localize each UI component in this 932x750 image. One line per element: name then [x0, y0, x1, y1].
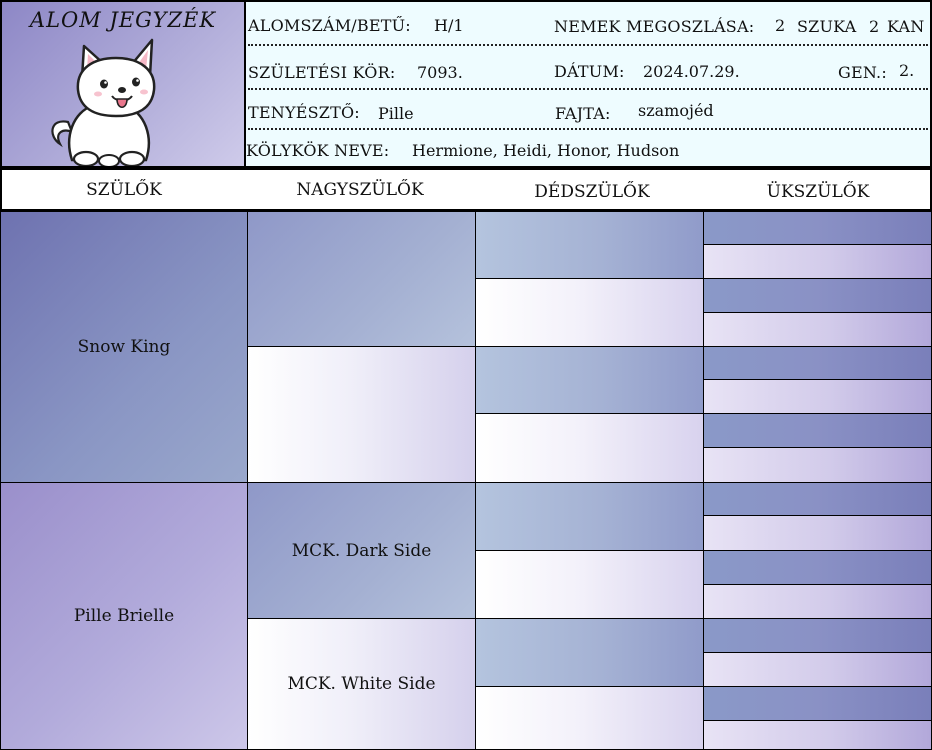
birth-round-label: SZÜLETÉSI KÖR: [248, 63, 396, 82]
great-great-grandparent-cell [703, 720, 932, 750]
great-great-grandparent-cell [703, 652, 932, 687]
great-great-grandparent-cell [703, 244, 932, 279]
header-great-grandparents: DÉDSZÜLŐK [534, 182, 650, 202]
dotted-divider [248, 44, 928, 46]
great-grandparent-cell [475, 686, 704, 750]
dotted-divider [248, 128, 928, 130]
great-great-grandparent-cell [703, 278, 932, 313]
great-great-grandparent-cell [703, 618, 932, 653]
litter-label: ALOMSZÁM/BETŰ: [248, 16, 411, 35]
great-great-grandparent-cell [703, 447, 932, 483]
great-grandparent-cell [475, 482, 704, 551]
dotted-divider [248, 88, 928, 90]
male-count: 2 [869, 17, 880, 36]
great-grandparent-cell [475, 550, 704, 619]
grandparent-cell [247, 482, 476, 619]
litter-value: H/1 [434, 16, 464, 35]
great-great-grandparent-cell [703, 515, 932, 551]
great-grandparent-cell [475, 211, 704, 279]
generation-value: 2. [899, 61, 915, 80]
grandparent-name: MCK. White Side [287, 674, 436, 694]
header-great-great-grandparents: ÜKSZÜLŐK [766, 182, 870, 202]
great-great-grandparent-cell [703, 312, 932, 347]
date-label: DÁTUM: [554, 62, 625, 81]
breeder-label: TENYÉSZTŐ: [248, 103, 360, 122]
grandparent-cell [247, 346, 476, 483]
great-great-grandparent-cell [703, 550, 932, 585]
pedigree-header-row [0, 168, 932, 211]
grandparent-name: MCK. Dark Side [291, 540, 432, 561]
great-great-grandparent-cell [703, 211, 932, 245]
date-value: 2024.07.29. [643, 62, 740, 81]
male-label: KAN [887, 17, 925, 36]
generation-label: GEN.: [838, 63, 887, 82]
logo-box [0, 0, 246, 168]
parent-dam [0, 482, 248, 750]
header-parents: SZÜLŐK [86, 180, 162, 200]
breeder-value: Pille [378, 104, 414, 123]
great-great-grandparent-cell [703, 379, 932, 414]
great-grandparent-cell [475, 278, 704, 347]
pedigree-grid [0, 211, 932, 750]
female-label: SZUKA [797, 17, 857, 36]
samoyed-puppy-icon [46, 32, 166, 168]
logo-title: ALOM JEGYZÉK [29, 8, 217, 32]
info-row-4 [246, 136, 930, 169]
litter-info-box [245, 0, 932, 168]
birth-round-value: 7093. [417, 63, 463, 82]
puppies-label: KÖLYKÖK NEVE: [246, 141, 390, 160]
breed-value: szamojéd [638, 101, 714, 120]
header-grandparents: NAGYSZÜLŐK [296, 180, 424, 200]
female-count: 2 [775, 16, 786, 35]
parent-name: Pille Brielle [73, 606, 175, 626]
info-row-1 [246, 10, 930, 43]
breed-label: FAJTA: [555, 104, 611, 123]
great-great-grandparent-cell [703, 482, 932, 516]
parent-sire [0, 211, 248, 483]
grandparent-cell [247, 211, 476, 347]
great-great-grandparent-cell [703, 584, 932, 619]
info-row-2 [246, 53, 930, 86]
great-great-grandparent-cell [703, 686, 932, 721]
parent-name: Snow King [77, 337, 171, 357]
great-great-grandparent-cell [703, 346, 932, 380]
info-row-3 [246, 94, 930, 127]
puppies-value: Hermione, Heidi, Honor, Hudson [412, 141, 680, 160]
great-grandparent-cell [475, 618, 704, 687]
grandparent-cell [247, 618, 476, 750]
sex-distribution-label: NEMEK MEGOSZLÁSA: [554, 17, 755, 36]
great-grandparent-cell [475, 413, 704, 483]
great-grandparent-cell [475, 346, 704, 414]
great-great-grandparent-cell [703, 413, 932, 448]
